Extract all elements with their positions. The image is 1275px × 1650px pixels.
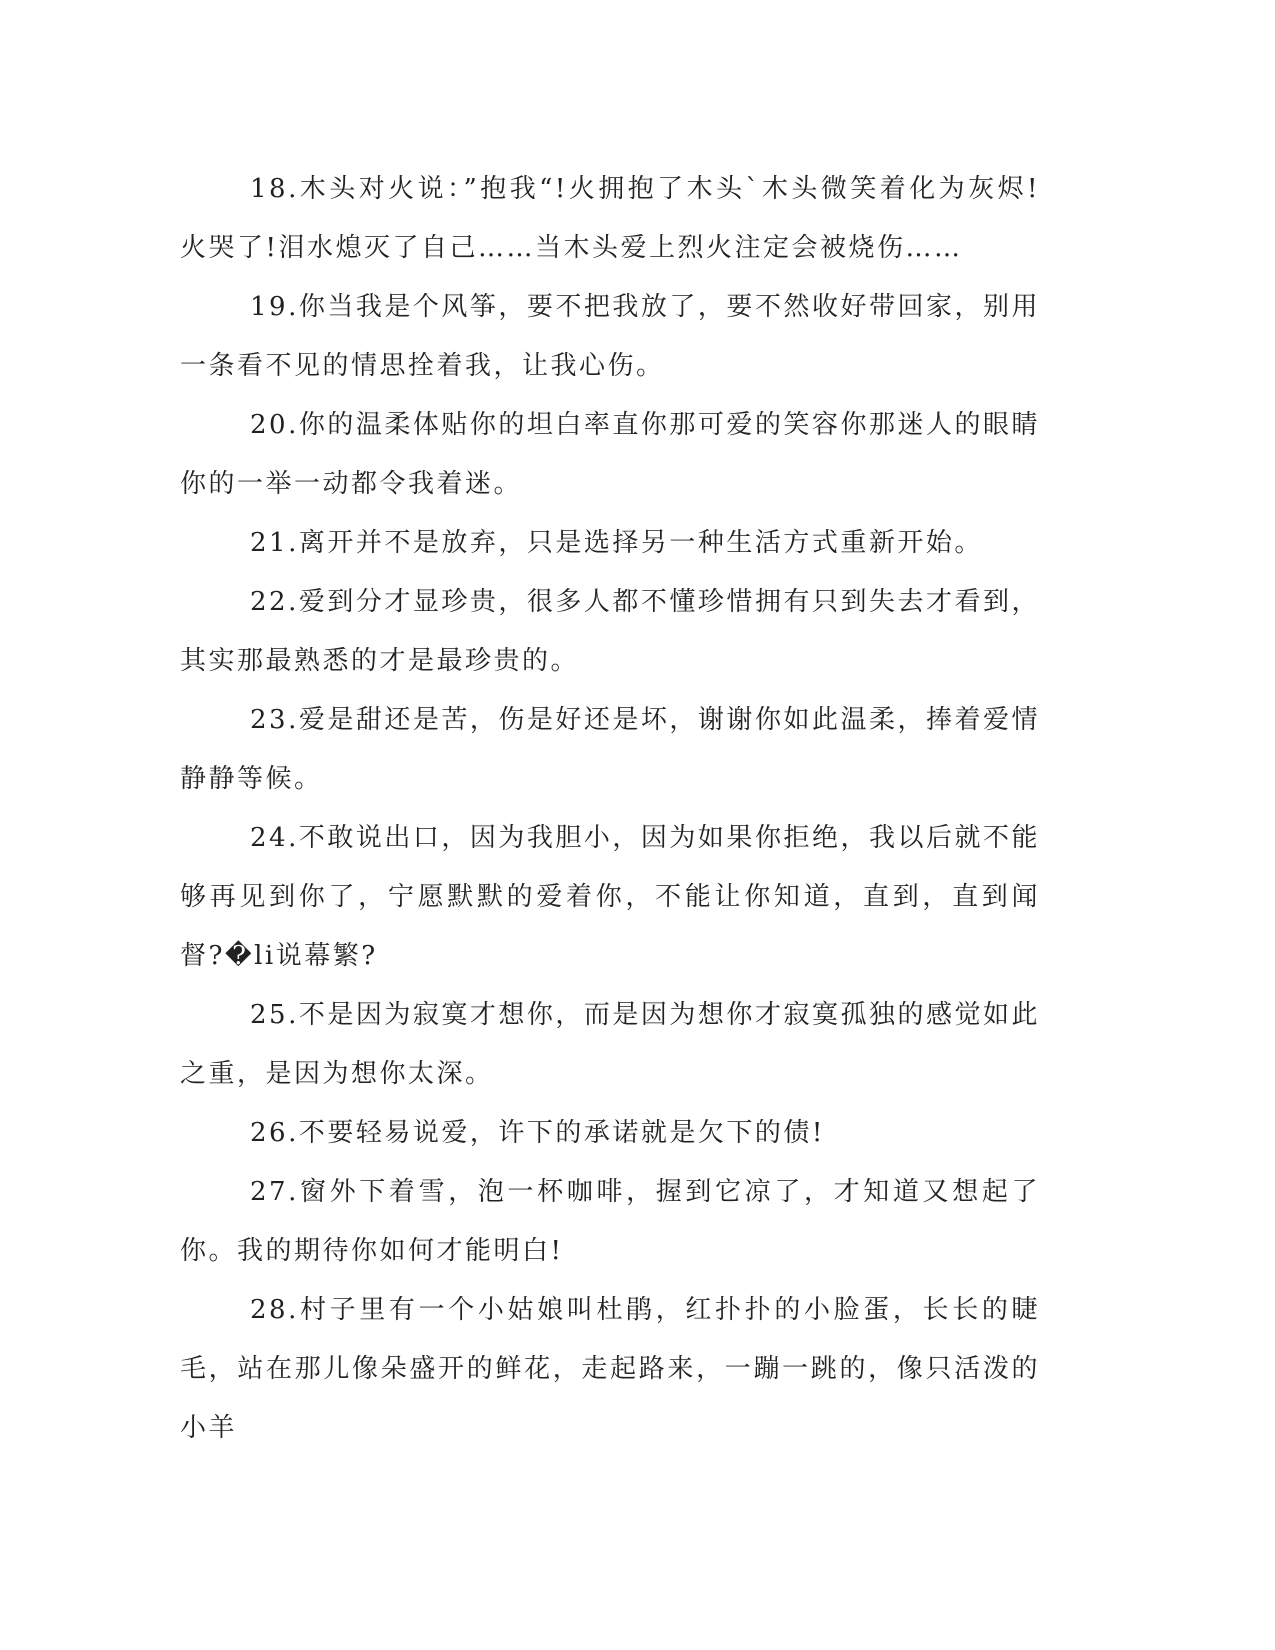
paragraph-27: 27.窗外下着雪，泡一杯咖啡，握到它凉了，才知道又想起了你。我的期待你如何才能明白!: [180, 1177, 1040, 1266]
paragraph-26: 26.不要轻易说爱，许下的承诺就是欠下的债!: [250, 1118, 825, 1148]
paragraph-24: 24.不敢说出口，因为我胆小，因为如果你拒绝，我以后就不能够再见到你了，宁愿默默的爱着你，不能让你知道，直到，直到闻督?�li说幕繁?: [180, 823, 1040, 971]
paragraph-23: 23.爱是甜还是苦，伤是好还是坏，谢谢你如此温柔，捧着爱情静静等候。: [180, 705, 1040, 794]
paragraph-20: 20.你的温柔体贴你的坦白率直你那可爱的笑容你那迷人的眼睛你的一举一动都令我着迷。: [180, 410, 1040, 499]
paragraph-22: 22.爱到分才显珍贵，很多人都不懂珍惜拥有只到失去才看到，其实那最熟悉的才是最珍贵的。: [180, 587, 1040, 676]
paragraph-21: 21.离开并不是放弃，只是选择另一种生活方式重新开始。: [250, 528, 983, 558]
paragraph-25: 25.不是因为寂寞才想你，而是因为想你才寂寞孤独的感觉如此之重，是因为想你太深。: [180, 1000, 1040, 1089]
paragraph-18: 18.木头对火说：”抱我“!火拥抱了木头`木头微笑着化为灰烬!火哭了!泪水熄灭了自己……当木头爱上烈火注定会被烧伤……: [180, 174, 1040, 263]
paragraph-19: 19.你当我是个风筝，要不把我放了，要不然收好带回家，别用一条看不见的情思拴着我，让我心伤。: [180, 292, 1040, 381]
document-body: [180, 160, 1040, 1458]
paragraph-28: 28.村子里有一个小姑娘叫杜鹃，红扑扑的小脸蛋，长长的睫毛，站在那儿像朵盛开的鲜花，走起路来，一蹦一跳的，像只活泼的小羊: [180, 1295, 1040, 1443]
